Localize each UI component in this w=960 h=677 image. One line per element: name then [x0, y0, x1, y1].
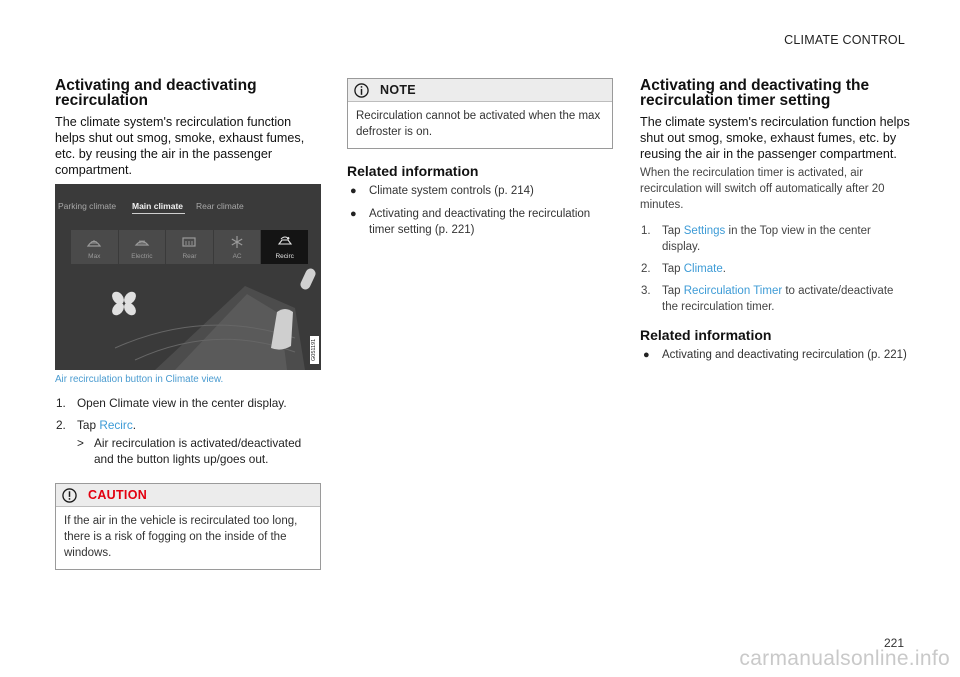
- recirc-button: [261, 230, 308, 264]
- watermark: carmanualsonline.info: [739, 647, 950, 670]
- related-link[interactable]: [347, 183, 613, 199]
- windshield-heat-icon: [134, 235, 150, 249]
- column-notes: [347, 78, 613, 245]
- fan-icon: [110, 289, 139, 317]
- figure-caption: Air recirculation button in Climate view.: [55, 374, 224, 385]
- recirculation-icon: [277, 235, 293, 249]
- caution-title: CAUTION: [88, 488, 148, 502]
- tab-rear-climate: Rear climate: [196, 201, 244, 211]
- related-link[interactable]: [640, 347, 912, 363]
- recirculation-timer-term: Recirculation Timer: [683, 285, 783, 297]
- figure-code: G051191: [310, 336, 319, 364]
- step-item: [640, 283, 912, 315]
- electric-windshield-button: [119, 230, 166, 264]
- related-info-list: [640, 347, 912, 363]
- step-text-prefix: Tap: [662, 285, 684, 297]
- step-text-suffix: to activate/deactivate the recirculation timer.: [662, 285, 894, 313]
- bullet-icon: ●: [643, 349, 650, 361]
- electric-label: Electric: [131, 253, 153, 260]
- column-recirculation: [55, 78, 321, 570]
- step-text-prefix: Tap: [662, 263, 684, 275]
- step-text-suffix: in the Top view in the center display.: [662, 225, 871, 253]
- recirc-label: Recirc: [275, 253, 294, 260]
- bullet-icon: ●: [350, 208, 357, 220]
- related-info-title: Related information: [347, 163, 479, 179]
- related-link-text: Activating and deactivating the recirculation timer setting (p. 221): [369, 208, 591, 236]
- seat-and-fan-illustration: [55, 268, 321, 370]
- caution-text: If the air in the vehicle is recirculated too long, there is a risk of fogging on the inside of the windows.: [64, 515, 298, 559]
- note-box: [347, 78, 613, 149]
- section-header: CLIMATE CONTROL: [784, 33, 905, 47]
- steps-list: [55, 395, 321, 467]
- timer-description: When the recirculation timer is activated, air recirculation will switch off automatically after 20 minutes.: [640, 167, 885, 211]
- bullet-icon: ●: [350, 185, 357, 197]
- result-marker: >: [77, 436, 84, 450]
- column-recirculation-timer: [640, 78, 912, 370]
- result-text: Air recirculation is activated/deactivated and the button lights up/goes out.: [94, 436, 302, 466]
- step-number: 2.: [641, 263, 651, 275]
- step-text-prefix: Tap: [662, 225, 684, 237]
- step-number: 1.: [56, 396, 66, 410]
- steps-list: [640, 223, 912, 315]
- section-title-recirculation-timer: Activating and deactivating the recirculation timer setting: [640, 77, 870, 109]
- page-number: 221: [883, 636, 904, 650]
- related-link-text: Activating and deactivating recirculation (p. 221): [662, 349, 907, 361]
- ac-snowflake-icon: [229, 235, 245, 249]
- related-link[interactable]: [347, 206, 613, 238]
- related-info-list: [347, 183, 613, 238]
- max-label: Max: [88, 253, 101, 260]
- ac-button: [214, 230, 261, 264]
- intro-paragraph: The climate system's recirculation function helps shut out smog, smoke, exhaust fumes, etc. by reusing the air in the passenger compartment.: [640, 115, 910, 161]
- active-tab-indicator: [132, 213, 185, 214]
- caution-box: [55, 483, 321, 570]
- note-text: Recirculation cannot be activated when the max defroster is on.: [356, 110, 601, 138]
- climate-function-buttons: [71, 230, 309, 264]
- rear-defrost-button: [166, 230, 213, 264]
- recirc-term: Recirc: [99, 418, 133, 432]
- step-result: [77, 435, 321, 467]
- ac-label: AC: [232, 253, 242, 260]
- info-icon: [354, 83, 369, 98]
- step-text-prefix: Tap: [77, 418, 100, 432]
- step-item: [55, 395, 321, 411]
- step-number: 3.: [641, 285, 651, 297]
- tab-main-climate: Main climate: [132, 201, 184, 211]
- tab-parking-climate: Parking climate: [58, 201, 117, 211]
- step-text-suffix: .: [132, 418, 137, 432]
- note-title: NOTE: [380, 83, 416, 97]
- max-defrost-icon: [86, 235, 102, 249]
- rear-label: Rear: [182, 253, 197, 260]
- climate-view-screenshot: [55, 184, 321, 370]
- max-defrost-button: [71, 230, 118, 264]
- step-text-suffix: .: [722, 263, 726, 275]
- caution-exclamation-icon: [62, 488, 77, 503]
- step-item: [640, 223, 912, 255]
- caution-header: [56, 484, 320, 507]
- step-number: 1.: [641, 225, 651, 237]
- related-link-text: Climate system controls (p. 214): [369, 185, 534, 197]
- settings-term: Settings: [683, 225, 726, 237]
- related-info-title: Related information: [640, 327, 772, 343]
- step-item: [55, 417, 321, 467]
- rear-defrost-icon: [181, 235, 197, 249]
- climate-term: Climate: [683, 263, 723, 275]
- intro-paragraph: The climate system's recirculation function helps shut out smog, smoke, exhaust fumes, etc. by reusing the air in the passenger compartment.: [55, 115, 305, 177]
- section-title-recirculation: Activating and deactivating recirculation: [55, 77, 257, 109]
- step-text: Open Climate view in the center display.: [77, 396, 287, 410]
- step-number: 2.: [56, 418, 66, 432]
- note-header: [348, 79, 612, 102]
- step-item: [640, 261, 912, 277]
